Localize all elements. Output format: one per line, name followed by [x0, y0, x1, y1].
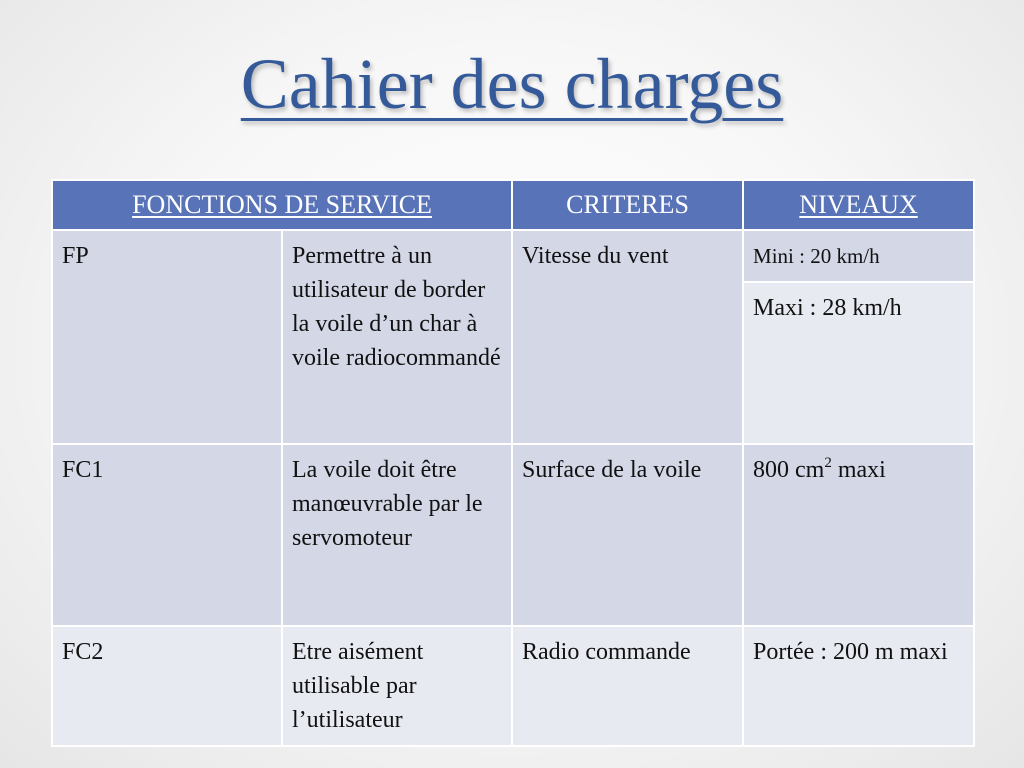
cell-function: Permettre à un utilisateur de border la voile d’un char à voile radiocommandé	[282, 230, 512, 444]
cell-level	[743, 444, 974, 626]
header-criteres: CRITERES	[512, 180, 743, 230]
header-fonctions-de-service[interactable]: FONCTIONS DE SERVICE	[52, 180, 512, 230]
cell-level: Portée : 200 m maxi	[743, 626, 974, 746]
cell-function: La voile doit être manœuvrable par le servomoteur	[282, 444, 512, 626]
table-header-row	[52, 180, 974, 230]
cell-criterion: Surface de la voile	[512, 444, 743, 626]
table-row-fp	[52, 230, 974, 282]
table-row-fc1	[52, 444, 974, 626]
specifications-table	[51, 179, 975, 747]
level-suffix: maxi	[831, 457, 886, 483]
header-niveaux[interactable]: NIVEAUX	[743, 180, 974, 230]
cell-criterion: Radio commande	[512, 626, 743, 746]
cell-function: Etre aisément utilisable par l’utilisateur	[282, 626, 512, 746]
level-value: 800 cm	[753, 457, 825, 483]
table-row-fc2	[52, 626, 974, 746]
cell-level-max: Maxi : 28 km/h	[743, 282, 974, 444]
cell-level-min: Mini : 20 km/h	[743, 230, 974, 282]
cell-criterion: Vitesse du vent	[512, 230, 743, 444]
level-exponent: 2	[824, 455, 832, 471]
slide-title: Cahier des charges	[240, 44, 784, 124]
cell-code: FP	[52, 230, 282, 444]
cell-code: FC1	[52, 444, 282, 626]
cell-code: FC2	[52, 626, 282, 746]
